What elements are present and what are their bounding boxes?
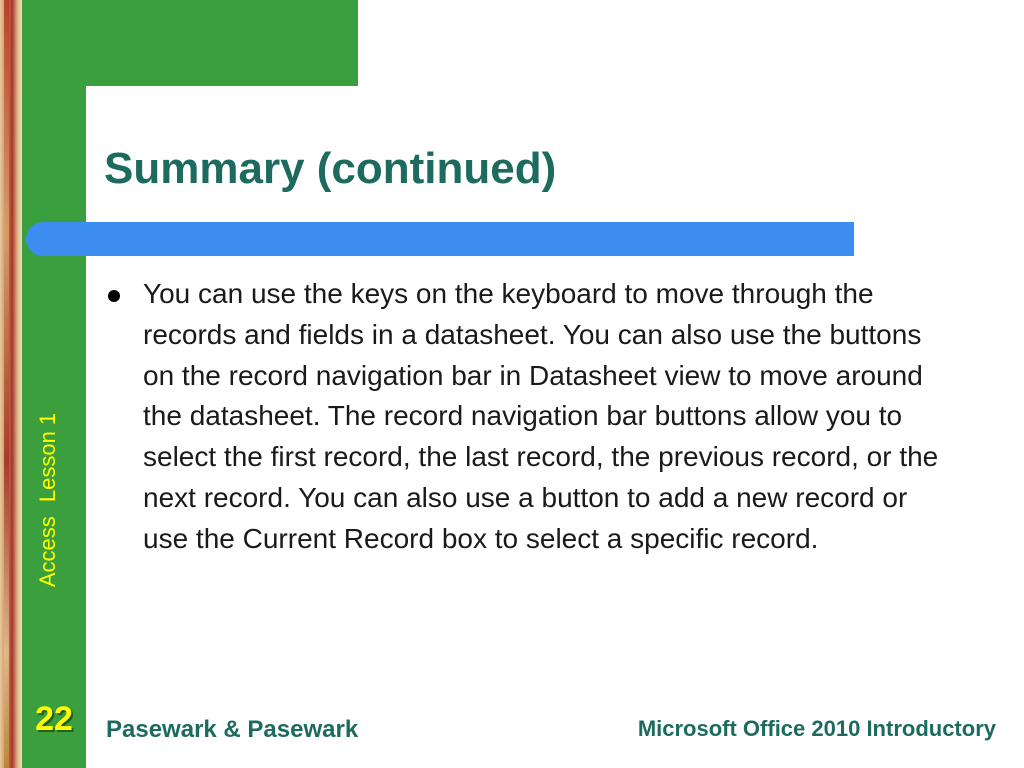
green-top-block [86,0,358,86]
side-label-lesson: Lesson 1 [35,412,60,503]
side-label-app: Access [35,516,60,588]
bullet-dot-icon [108,290,120,302]
footer-author: Pasewark & Pasewark [106,716,359,743]
decorative-image-strip [0,0,22,768]
slide-title: Summary (continued) [104,144,557,193]
page-number: 22 [35,700,73,738]
side-label [30,380,66,620]
bullet-text: You can use the keys on the keyboard to move through the records and fields in a datasheet. You can also use the buttons on the record navigation bar in Datasheet view to move around the datasheet. The record navigation bar buttons allow you to select the first record, the last record, the previous record, or the next record. You can also use a button to add a new record or use the Current Record box to select a specific record. [143,278,939,554]
title-underline-bar [26,222,854,256]
footer-course: Microsoft Office 2010 Introductory [637,716,996,741]
